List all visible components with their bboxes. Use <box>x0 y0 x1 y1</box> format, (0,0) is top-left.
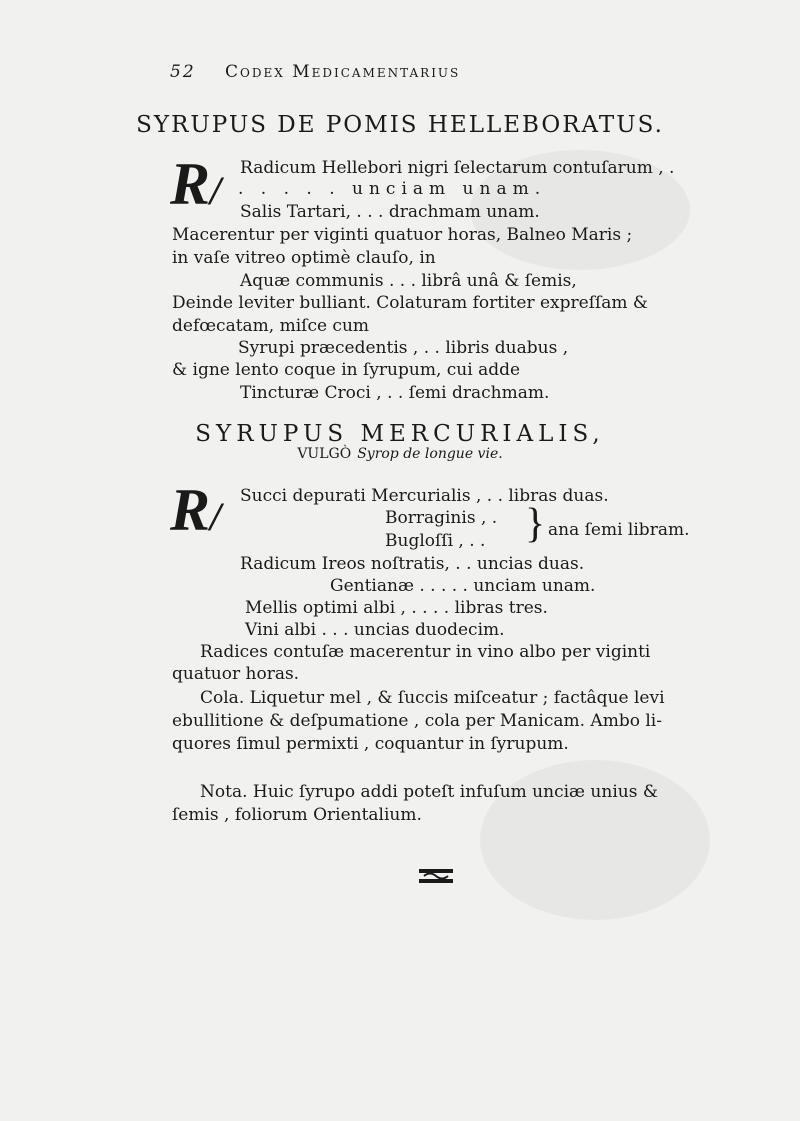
recipe-line: in vaſe vitreo optimè clauſo, in <box>172 248 436 268</box>
recipe-symbol: R/ <box>170 151 222 217</box>
brace: } <box>525 501 546 547</box>
recipe-line: Macerentur per viginti quatuor horas, Balneo Maris ; <box>172 225 633 245</box>
recipe-line: ebullitione & deſpumatione , cola per Manicam. Ambo li- <box>172 711 662 731</box>
ornament <box>418 866 454 890</box>
recipe-line: Succi depurati Mercurialis , . . libras duas. <box>240 486 609 506</box>
recipe-line: & igne lento coque in ſyrupum, cui adde <box>172 360 521 380</box>
ornament-icon <box>418 867 454 885</box>
recipe-line: Deinde leviter bulliant. Colaturam fortiter expreſſam & <box>172 293 649 313</box>
section2-subtitle: VULGÒ Syrop de longue vie. <box>297 446 503 462</box>
recipe-line: quores ſimul permixti , coquantur in ſyrupum. <box>172 734 569 754</box>
recipe-symbol: R/ <box>170 477 222 543</box>
section1-title: SYRUPUS DE POMIS HELLEBORATUS. <box>136 112 664 138</box>
section2-title: SYRUPUS MERCURIALIS, <box>195 421 605 447</box>
recipe-line: Radicum Hellebori nigri ſelectarum contuſarum , . <box>240 158 675 178</box>
recipe-line: Aquæ communis . . . librâ unâ & ſemis, <box>240 271 577 291</box>
nota-line: Nota. Huic ſyrupo addi poteſt infuſum unciæ unius & <box>200 782 658 802</box>
running-title: Codex Medicamentarius <box>225 62 461 82</box>
recipe-line: Gentianæ . . . . . unciam unam. <box>330 576 596 596</box>
nota-line: ſemis , foliorum Orientalium. <box>172 805 422 825</box>
running-head <box>170 62 460 82</box>
recipe-line: Tincturæ Croci , . . ſemi drachmam. <box>240 383 550 403</box>
recipe-line: Syrupi præcedentis , . . libris duabus , <box>238 338 569 358</box>
recipe-line: ana ſemi libram. <box>548 520 690 540</box>
recipe-line: quatuor horas. <box>172 664 300 684</box>
recipe-line: defœcatam, miſce cum <box>172 316 370 336</box>
recipe-line: . . . . . unciam unam. <box>238 179 547 199</box>
recipe-line: Borraginis , . <box>385 508 498 528</box>
recipe-line: Bugloſſi , . . <box>385 531 486 551</box>
recipe-line: Mellis optimi albi , . . . . libras tres. <box>245 598 548 618</box>
recipe-line: Vini albi . . . uncias duodecim. <box>245 620 505 640</box>
recipe-line: Salis Tartari, . . . drachmam unam. <box>240 202 540 222</box>
recipe-line: Radicum Ireos noſtratis, . . uncias duas. <box>240 554 585 574</box>
recipe-line: Radices contuſæ macerentur in vino albo per viginti <box>200 642 651 662</box>
recipe-line: Cola. Liquetur mel , & ſuccis miſceatur ; factâque levi <box>200 688 665 708</box>
page-number: 52 <box>170 62 196 82</box>
